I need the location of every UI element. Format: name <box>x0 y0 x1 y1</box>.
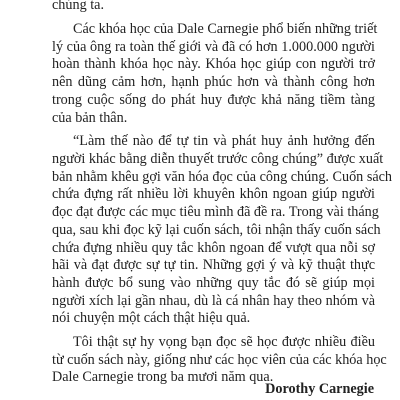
author-signature: Dorothy Carnegie <box>265 381 374 397</box>
text-line: của bản thân. <box>52 110 128 126</box>
text-line: lý của ông ra toàn thế giới và đã có hơn 1.000.000 người <box>52 39 375 55</box>
text-line: từ cuốn sách này, giống như các học viên của các khóa học <box>52 352 387 368</box>
text-line: chúng ta. <box>52 0 105 13</box>
text-line: hoàn thành khóa học này. Khóa học giúp con người trở <box>52 56 375 72</box>
text-line: hành được bổ sung vào những quy tắc đó sẽ giúp mọi <box>52 275 375 291</box>
text-line: chứa đựng rất nhiều lời khuyên khôn ngoan giúp người <box>52 186 375 202</box>
text-line: nói chuyện một cách thật hiệu quả. <box>52 310 251 326</box>
text-line: đọc đạt được các mục tiêu mình đã đề ra. Trong vài tháng <box>52 204 379 220</box>
text-line: Tôi thật sự hy vọng bạn đọc sẽ học được nhiều điều <box>73 334 375 350</box>
text-line: hãi và đạt được sự tự tin. Những gợi ý và kỹ thuật thực <box>52 257 375 273</box>
text-line: người khác bằng diễn thuyết trước công chúng” được xuất <box>52 151 384 167</box>
text-line: “Làm thế nào để tự tin và phát huy ảnh hưởng đến <box>73 133 375 149</box>
text-line: Các khóa học của Dale Carnegie phổ biến những triết <box>73 21 378 37</box>
text-line: Dale Carnegie trong ba mươi năm qua. <box>52 369 274 385</box>
text-line: nên dũng cảm hơn, hạnh phúc hơn và thành công hơn <box>52 74 375 90</box>
text-line: qua, sau khi đọc kỹ lại cuốn sách, tôi nhận thấy cuốn sách <box>52 222 381 238</box>
text-line: bản nhằm khêu gợi văn hóa đọc của công chúng. Cuốn sách <box>52 169 393 185</box>
text-line: chứa đựng nhiều quy tắc khôn ngoan để vượt qua nỗi sợ <box>52 240 375 256</box>
text-line: người xích lại gần nhau, dù là cá nhân hay theo nhóm và <box>52 293 375 309</box>
text-line: trong cuộc sống do phát huy được khả năng tiềm tàng <box>52 92 375 108</box>
